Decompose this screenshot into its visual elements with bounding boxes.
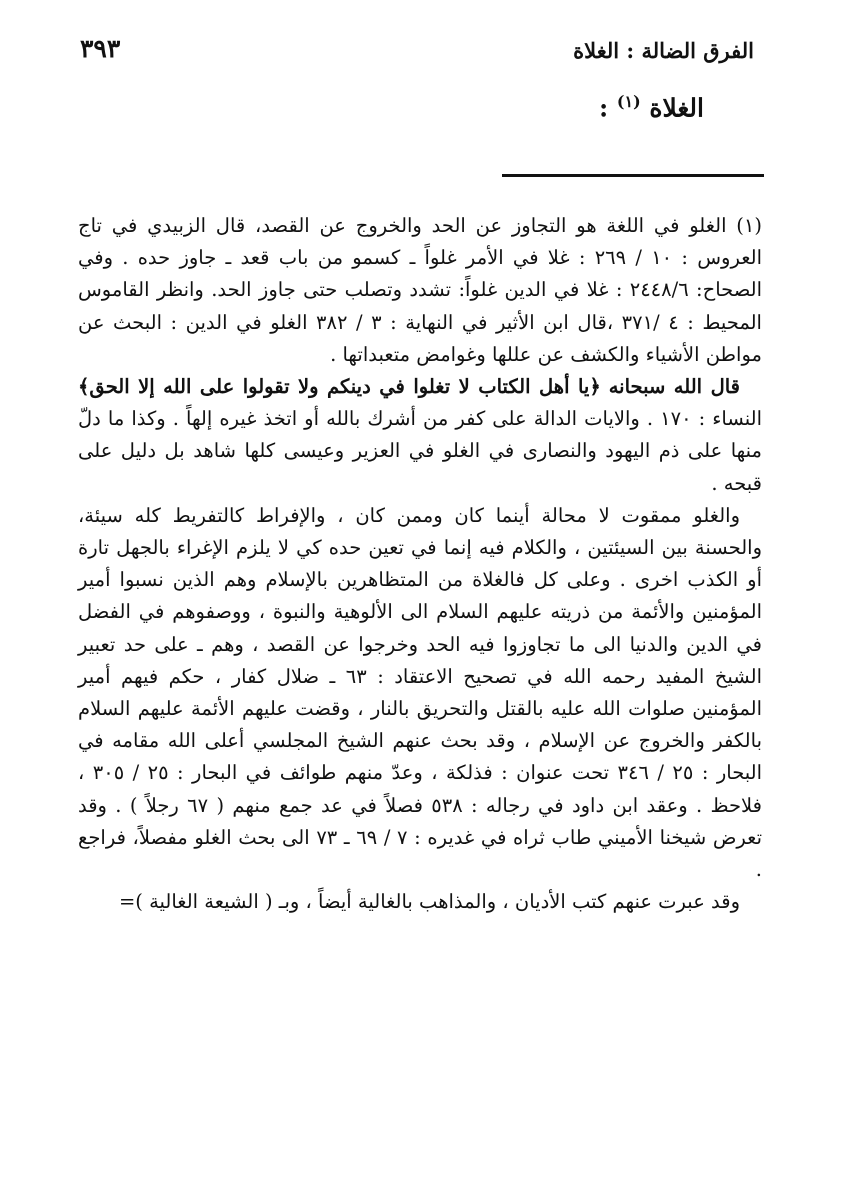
running-title: الفرق الضالة : الغلاة xyxy=(573,38,754,63)
footnote-text-2: النساء : ١٧٠ . والايات الدالة على كفر من أشرك بالله أو اتخذ غيره إلهاً . وكذا ما دلّ منها على ذم اليهود والنصارى في الغلو في العزير وعيسى كلها شاهد بل دليل على قبحه . xyxy=(78,407,763,495)
footnote-paragraph-2 xyxy=(78,371,762,500)
footnote-paragraph-3 xyxy=(78,500,762,886)
footnote-block xyxy=(78,210,762,918)
footnote-text-4: وقد عبرت عنهم كتب الأديان ، والمذاهب بالغالية أيضاً ، وبـ ( الشيعة الغالية )= xyxy=(118,890,740,914)
heading-colon: : xyxy=(598,93,609,123)
page-number: ٣٩٣ xyxy=(80,34,121,63)
footnote-text-3: والغلو ممقوت لا محالة أينما كان وممن كان ، والإفراط كالتفريط كله سيئة، والحسنة بين السيئتين ، والكلام فيه إنما في تعين حده كي لا يلزم الإغراء بالجهل تارة أو الكذب اخرى . وعلى كل فالغلاة من المتظاهرين بالإسلام وهم الذين نسبوا أمير المؤمنين والأئمة من ذريته عليهم السلام الى الألوهية والنبوة ، ووصفوهم في الفضل في الدين والدنيا الى ما تجاوزوا فيه الحد وخرجوا عن القصد ، وهم ـ على حد تعبير الشيخ المفيد رحمه الله في تصحيح الاعتقاد : ٦٣ ـ ضلال كفار ، حكم فيهم أمير المؤمنين صلوات الله عليه بالقتل والتحريق بالنار ، وقضت عليهم الأئمة عليهم السلام بالكفر والخروج عن الإسلام ، وقد بحث عنهم الشيخ المجلسي أعلى الله مقامه في البحار : ٢٥ / ٣٤٦ تحت عنوان : فذلكة ، وعدّ منهم طوائف في البحار : ٢٥ / ٣٠٥ ، فلاحظ . وعقد ابن داود في رجاله : ٥٣٨ فصلاً في عد جمع منهم ( ٦٧ رجلاً ) . وقد تعرض شيخنا الأميني طاب ثراه في غديره : ٧ / ٦٩ ـ ٧٣ الى بحث الغلو مفصلاً، فراجع . xyxy=(78,503,763,882)
quote-intro: قال الله سبحانه xyxy=(608,375,740,399)
section-heading xyxy=(599,92,704,122)
footnote-separator xyxy=(502,174,764,177)
footnote-paragraph-1 xyxy=(78,210,762,371)
heading-title: الغلاة xyxy=(649,93,704,123)
footnote-number: (١) xyxy=(736,214,762,237)
page-header xyxy=(80,34,754,74)
footnote-text-1: الغلو في اللغة هو التجاوز عن الحد والخروج عن القصد، قال الزبيدي في تاج العروس : ١٠ / ٢٦٩ : غلا في الأمر غلواً ـ كسمو من باب قعد ـ جاوز حده . وفي الصحاح: ٢٤٤٨/٦ : غلا في الدين غلواً: تشدد وتصلب حتى جاوز الحد. وانظر القاموس المحيط : ٤ /٣٧١ ،قال ابن الأثير في النهاية : ٣ / ٣٨٢ الغلو في الدين : البحث عن مواطن الأشياء والكشف عن عللها وغوامض متعبداتها . xyxy=(78,214,762,366)
footnote-paragraph-4 xyxy=(78,886,762,918)
quran-quote: ﴿يا أهل الكتاب لا تغلوا في دينكم ولا تقولوا على الله إلا الحق﴾ xyxy=(78,375,601,399)
footnote-reference: (١) xyxy=(616,92,641,111)
